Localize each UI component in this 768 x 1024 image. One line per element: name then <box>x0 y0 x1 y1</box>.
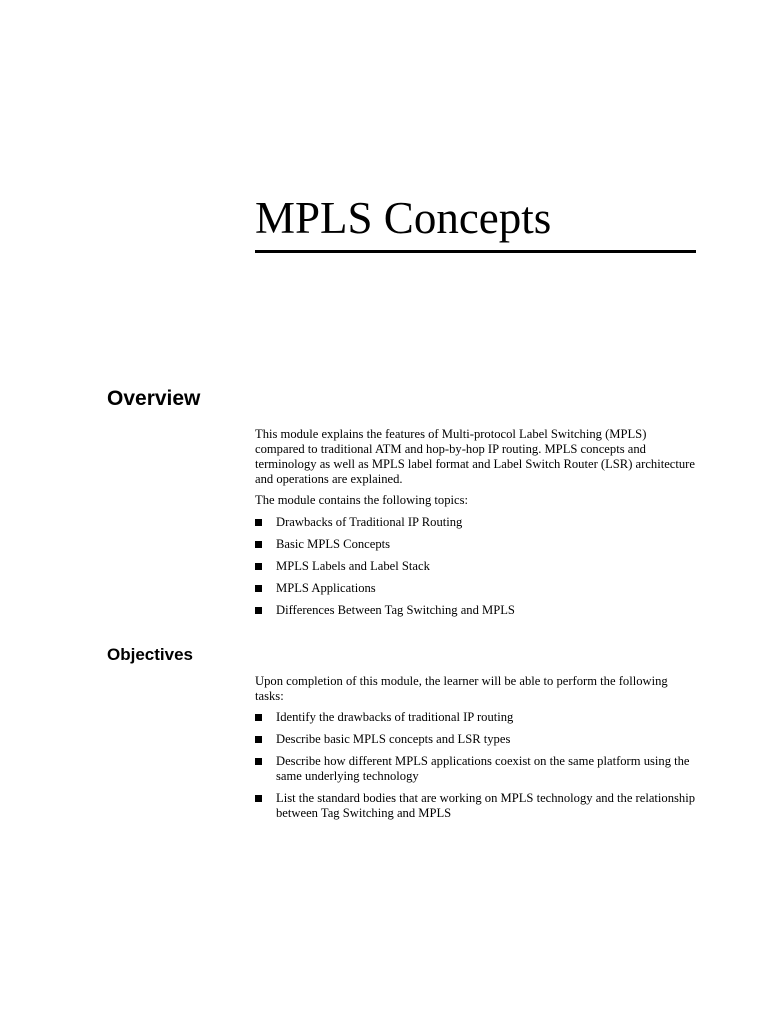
bullet-square-icon <box>255 795 262 802</box>
list-item <box>255 791 695 821</box>
topic-text: Basic MPLS Concepts <box>276 537 391 551</box>
objectives-list <box>255 710 695 828</box>
bullet-square-icon <box>255 758 262 765</box>
title-rule <box>255 250 696 253</box>
objective-text: Describe basic MPLS concepts and LSR types <box>276 732 511 746</box>
overview-paragraph: This module explains the features of Multi-protocol Label Switching (MPLS) compared to traditional ATM and hop-by-hop IP routing. MPLS concepts and terminology as well as MPLS label format and Label Switch Router (LSR) architecture and operations are explained. <box>255 427 695 486</box>
objectives-intro: Upon completion of this module, the learner will be able to perform the following tasks: <box>255 674 668 703</box>
list-item <box>255 754 695 784</box>
objectives-heading: Objectives <box>107 645 193 664</box>
list-item <box>255 581 695 596</box>
list-item <box>255 603 695 618</box>
list-item <box>255 537 695 552</box>
bullet-square-icon <box>255 519 262 526</box>
topics-intro: The module contains the following topics: <box>255 493 469 507</box>
list-item <box>255 710 695 725</box>
objective-text: List the standard bodies that are working on MPLS technology and the relationship between Tag Switching and MPLS <box>276 791 696 820</box>
topic-text: Differences Between Tag Switching and MPLS <box>276 603 515 617</box>
bullet-square-icon <box>255 607 262 614</box>
topics-list <box>255 515 695 625</box>
chapter-title: MPLS Concepts <box>255 193 552 243</box>
bullet-square-icon <box>255 736 262 743</box>
bullet-square-icon <box>255 714 262 721</box>
list-item <box>255 732 695 747</box>
list-item <box>255 559 695 574</box>
topic-text: MPLS Applications <box>276 581 376 595</box>
objective-text: Describe how different MPLS applications coexist on the same platform using the same underlying technology <box>276 754 690 783</box>
objective-text: Identify the drawbacks of traditional IP routing <box>276 710 514 724</box>
topic-text: MPLS Labels and Label Stack <box>276 559 430 573</box>
list-item <box>255 515 695 530</box>
topic-text: Drawbacks of Traditional IP Routing <box>276 515 463 529</box>
overview-heading: Overview <box>107 387 201 410</box>
bullet-square-icon <box>255 541 262 548</box>
bullet-square-icon <box>255 585 262 592</box>
bullet-square-icon <box>255 563 262 570</box>
